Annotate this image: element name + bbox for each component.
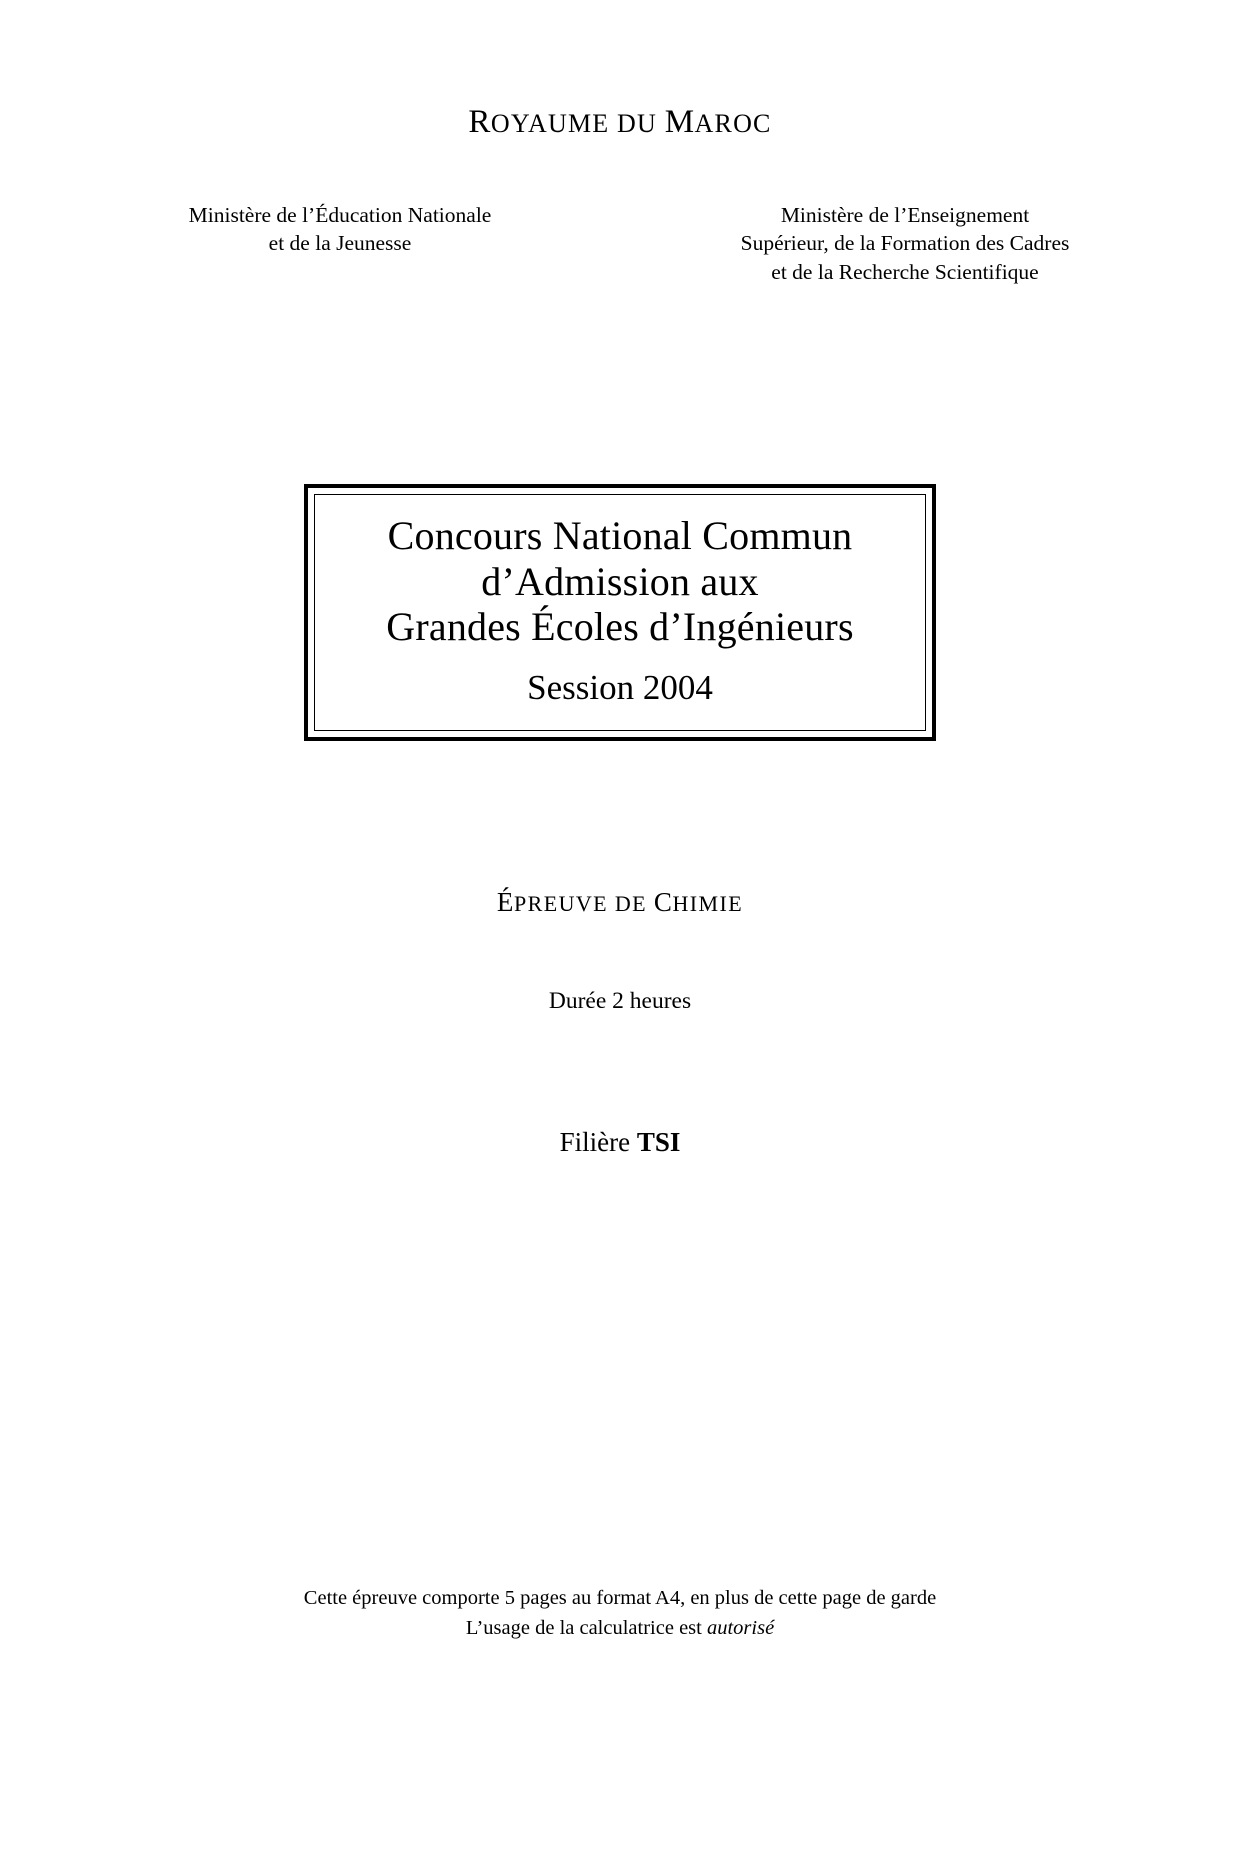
footer-calculator-prefix: L’usage de la calculatrice est	[465, 1616, 707, 1639]
exam-title-line2: d’Admission aux	[481, 558, 759, 604]
kingdom-maroc-text: AROC	[694, 109, 772, 138]
kingdom-initial: R	[468, 104, 491, 140]
exam-session: Session 2004	[527, 667, 713, 707]
subject-chimie-text: HIMIE	[672, 890, 744, 916]
footer-line-pages: Cette épreuve comporte 5 pages au format A4, en plus de cette page de garde	[303, 1587, 937, 1609]
exam-title-line1: Concours National Commun	[387, 513, 853, 559]
subject-chimie-initial: C	[653, 886, 673, 917]
track-value: TSI	[636, 1126, 681, 1157]
subject-initial: É	[496, 886, 515, 917]
ministry-education-line2: et de la Jeunesse	[268, 231, 412, 256]
exam-title-line3: Grandes Écoles d’Ingénieurs	[386, 604, 854, 650]
kingdom-text: OYAUME DU	[490, 109, 665, 138]
exam-title-box-wrapper	[0, 484, 1240, 741]
exam-title-box	[304, 484, 936, 741]
exam-duration: Durée 2 heures	[548, 987, 692, 1014]
ministry-higher-education-line2: Supérieur, de la Formation des Cadres	[740, 231, 1070, 256]
subject-text: PREUVE DE	[514, 890, 654, 916]
footer-calculator-emphasis: autorisé	[706, 1616, 775, 1639]
footer-note	[0, 1584, 1240, 1643]
exam-cover-page	[0, 104, 1240, 1858]
subject-heading	[0, 887, 1240, 918]
kingdom-maroc-initial: M	[664, 104, 695, 140]
track-line	[0, 1127, 1240, 1158]
kingdom-heading	[0, 104, 1240, 141]
ministry-higher-education-line3: et de la Recherche Scientifique	[771, 259, 1039, 284]
track-prefix: Filière	[559, 1126, 637, 1157]
ministries-block	[0, 201, 1240, 286]
ministry-education	[130, 201, 550, 286]
exam-title	[325, 513, 915, 650]
ministry-higher-education-line1: Ministère de l’Enseignement	[780, 203, 1030, 227]
exam-title-box-inner	[314, 494, 926, 731]
footer-line-calculator	[0, 1614, 1240, 1644]
ministry-education-line1: Ministère de l’Éducation Nationale	[188, 203, 492, 227]
ministry-higher-education	[670, 201, 1140, 286]
